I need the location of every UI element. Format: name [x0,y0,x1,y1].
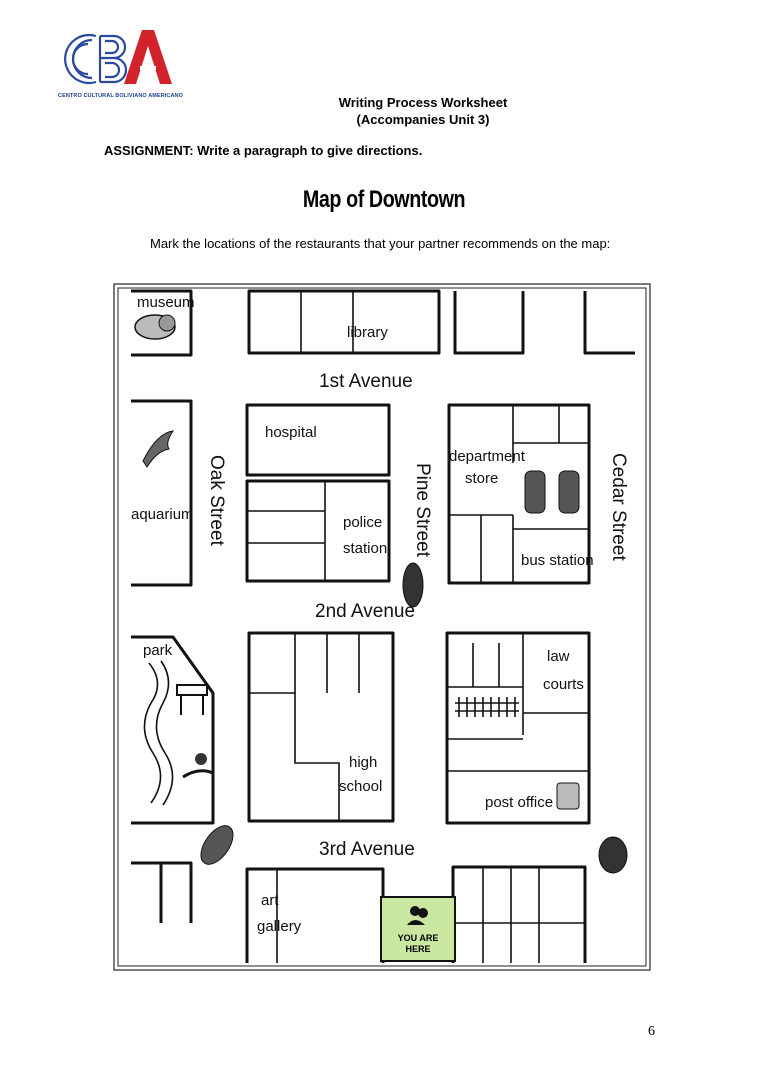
person-with-dog-icon [183,753,213,777]
dolphin-icon [143,431,173,467]
you-are-here-line2: HERE [405,944,431,954]
museum-statue-icon [135,315,175,339]
street-pine: Pine Street [412,463,433,557]
assignment-text: ASSIGNMENT: Write a paragraph to give directions. [104,143,423,158]
label-bus-station: bus station [521,552,594,569]
label-museum: museum [137,294,195,311]
label-post-office: post office [485,794,554,811]
map-title: Map of Downtown [302,186,466,213]
label-police: police [343,514,383,531]
aquarium-block [131,401,191,585]
worksheet-title: Writing Process Worksheet [338,95,508,110]
street-oak: Oak Street [206,455,227,546]
label-station: station [343,540,388,557]
art-gallery-block [247,869,383,963]
label-high: high [349,754,378,771]
library-block [249,291,439,353]
worksheet-subtitle: (Accompanies Unit 3) [356,112,490,127]
label-library: library [347,324,388,341]
page-number: 6 [648,1024,655,1039]
label-school: school [339,778,383,795]
street-cedar: Cedar Street [608,453,629,561]
street-3rd-avenue: 3rd Avenue [319,839,415,860]
label-law: law [547,648,570,665]
cba-logo [52,22,184,104]
you-are-here-marker [381,897,455,961]
park-block [131,637,213,823]
label-aquarium: aquarium [131,506,194,523]
label-art: art [261,892,279,909]
label-courts: courts [543,676,584,693]
you-are-here-line1: YOU ARE [397,933,439,943]
mailbox-icon [557,783,579,809]
label-hospital: hospital [265,424,317,441]
bus-icon [525,471,579,513]
street-1st-avenue: 1st Avenue [319,371,413,392]
label-gallery: gallery [257,918,302,935]
instructions: Mark the locations of the restaurants that your partner recommends on the map: [150,236,611,251]
bench-icon [177,685,207,715]
downtown-map [113,283,651,971]
logo-caption: CENTRO CULTURAL BOLIVIANO AMERICANO [58,93,184,99]
police-block [247,481,389,581]
label-store: store [465,470,499,487]
label-department: department [449,448,525,465]
street-2nd-avenue: 2nd Avenue [315,601,416,622]
label-park: park [143,642,173,659]
